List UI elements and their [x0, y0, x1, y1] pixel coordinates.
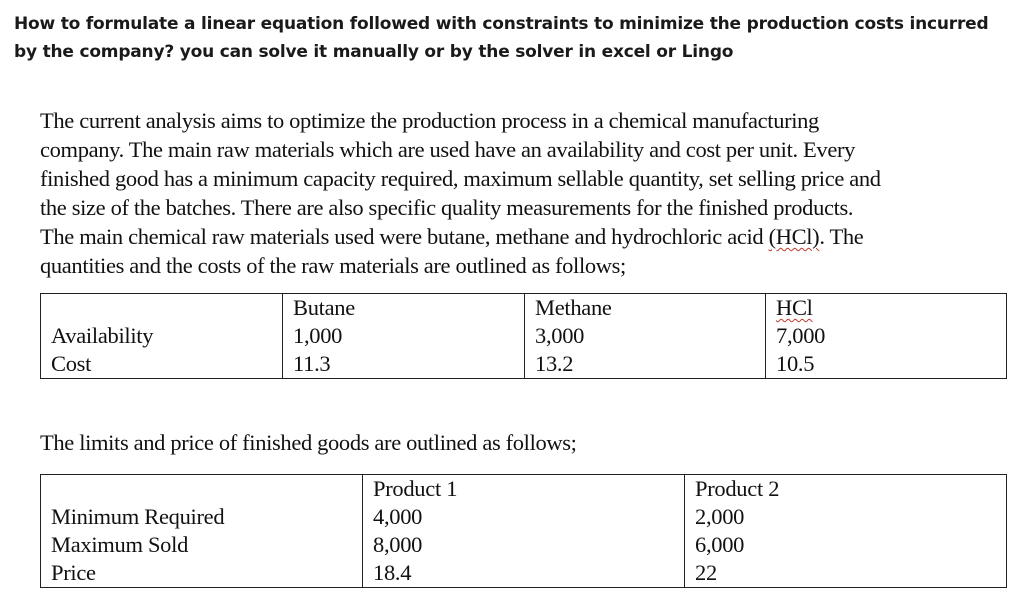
- product-2-column-cell: [685, 475, 1007, 588]
- paragraph-line: company. The main raw materials which are used have an availability and cost per unit. Every: [40, 137, 856, 162]
- paragraph-line: [40, 222, 1015, 251]
- row-label-availability: Availability: [51, 323, 154, 348]
- product-1-maximum: 8,000: [373, 532, 423, 557]
- paragraph-line: finished good has a minimum capacity required, maximum sellable quantity, set selling price and: [40, 166, 881, 191]
- hcl-column-cell: [766, 294, 1007, 379]
- product-2-price: 22: [695, 560, 717, 585]
- column-header-product-1: Product 1: [373, 476, 458, 501]
- methane-cost: 13.2: [535, 351, 574, 376]
- column-header-product-2: Product 2: [695, 476, 780, 501]
- paragraph-line: quantities and the costs of the raw materials are outlined as follows;: [40, 253, 626, 278]
- table-row: [41, 294, 1007, 379]
- column-header-methane: Methane: [535, 295, 612, 320]
- intro-paragraph: [40, 106, 1015, 280]
- product-2-minimum: 2,000: [695, 504, 745, 529]
- hcl-availability: 7,000: [776, 323, 826, 348]
- column-header-butane: Butane: [293, 295, 355, 320]
- product-2-maximum: 6,000: [695, 532, 745, 557]
- butane-column-cell: [283, 294, 525, 379]
- paragraph-text: . The: [819, 224, 864, 249]
- hcl-cost: 10.5: [776, 351, 815, 376]
- row-label-maximum-sold: Maximum Sold: [51, 532, 189, 557]
- question-title: [14, 10, 1009, 66]
- row-label-price: Price: [51, 560, 96, 585]
- product-1-column-cell: [363, 475, 685, 588]
- methane-availability: 3,000: [535, 323, 585, 348]
- goods-heading: The limits and price of finished goods are outlined as follows;: [40, 430, 577, 455]
- row-labels-cell: [41, 294, 283, 379]
- question-line-1: How to formulate a linear equation followed with constraints to minimize the production costs incurred: [14, 14, 989, 34]
- row-label-cost: Cost: [51, 351, 92, 376]
- column-header-hcl: HCl: [776, 295, 813, 320]
- paragraph-line: the size of the batches. There are also specific quality measurements for the finished products.: [40, 195, 854, 220]
- row-labels-cell: [41, 475, 363, 588]
- row-label-minimum-required: Minimum Required: [51, 504, 225, 529]
- raw-materials-table: [40, 293, 1007, 379]
- butane-availability: 1,000: [293, 323, 343, 348]
- paragraph-text: The main chemical raw materials used were butane, methane and hydrochloric acid: [40, 224, 769, 249]
- paragraph-line: The current analysis aims to optimize the production process in a chemical manufacturing: [40, 108, 819, 133]
- butane-cost: 11.3: [293, 351, 331, 376]
- question-line-2: by the company? you can solve it manually or by the solver in excel or Lingo: [14, 42, 734, 62]
- hcl-abbreviation: (HCl): [768, 224, 820, 249]
- product-1-minimum: 4,000: [373, 504, 423, 529]
- finished-goods-table: [40, 474, 1007, 588]
- table-row: [41, 475, 1007, 588]
- methane-column-cell: [525, 294, 766, 379]
- product-1-price: 18.4: [373, 560, 412, 585]
